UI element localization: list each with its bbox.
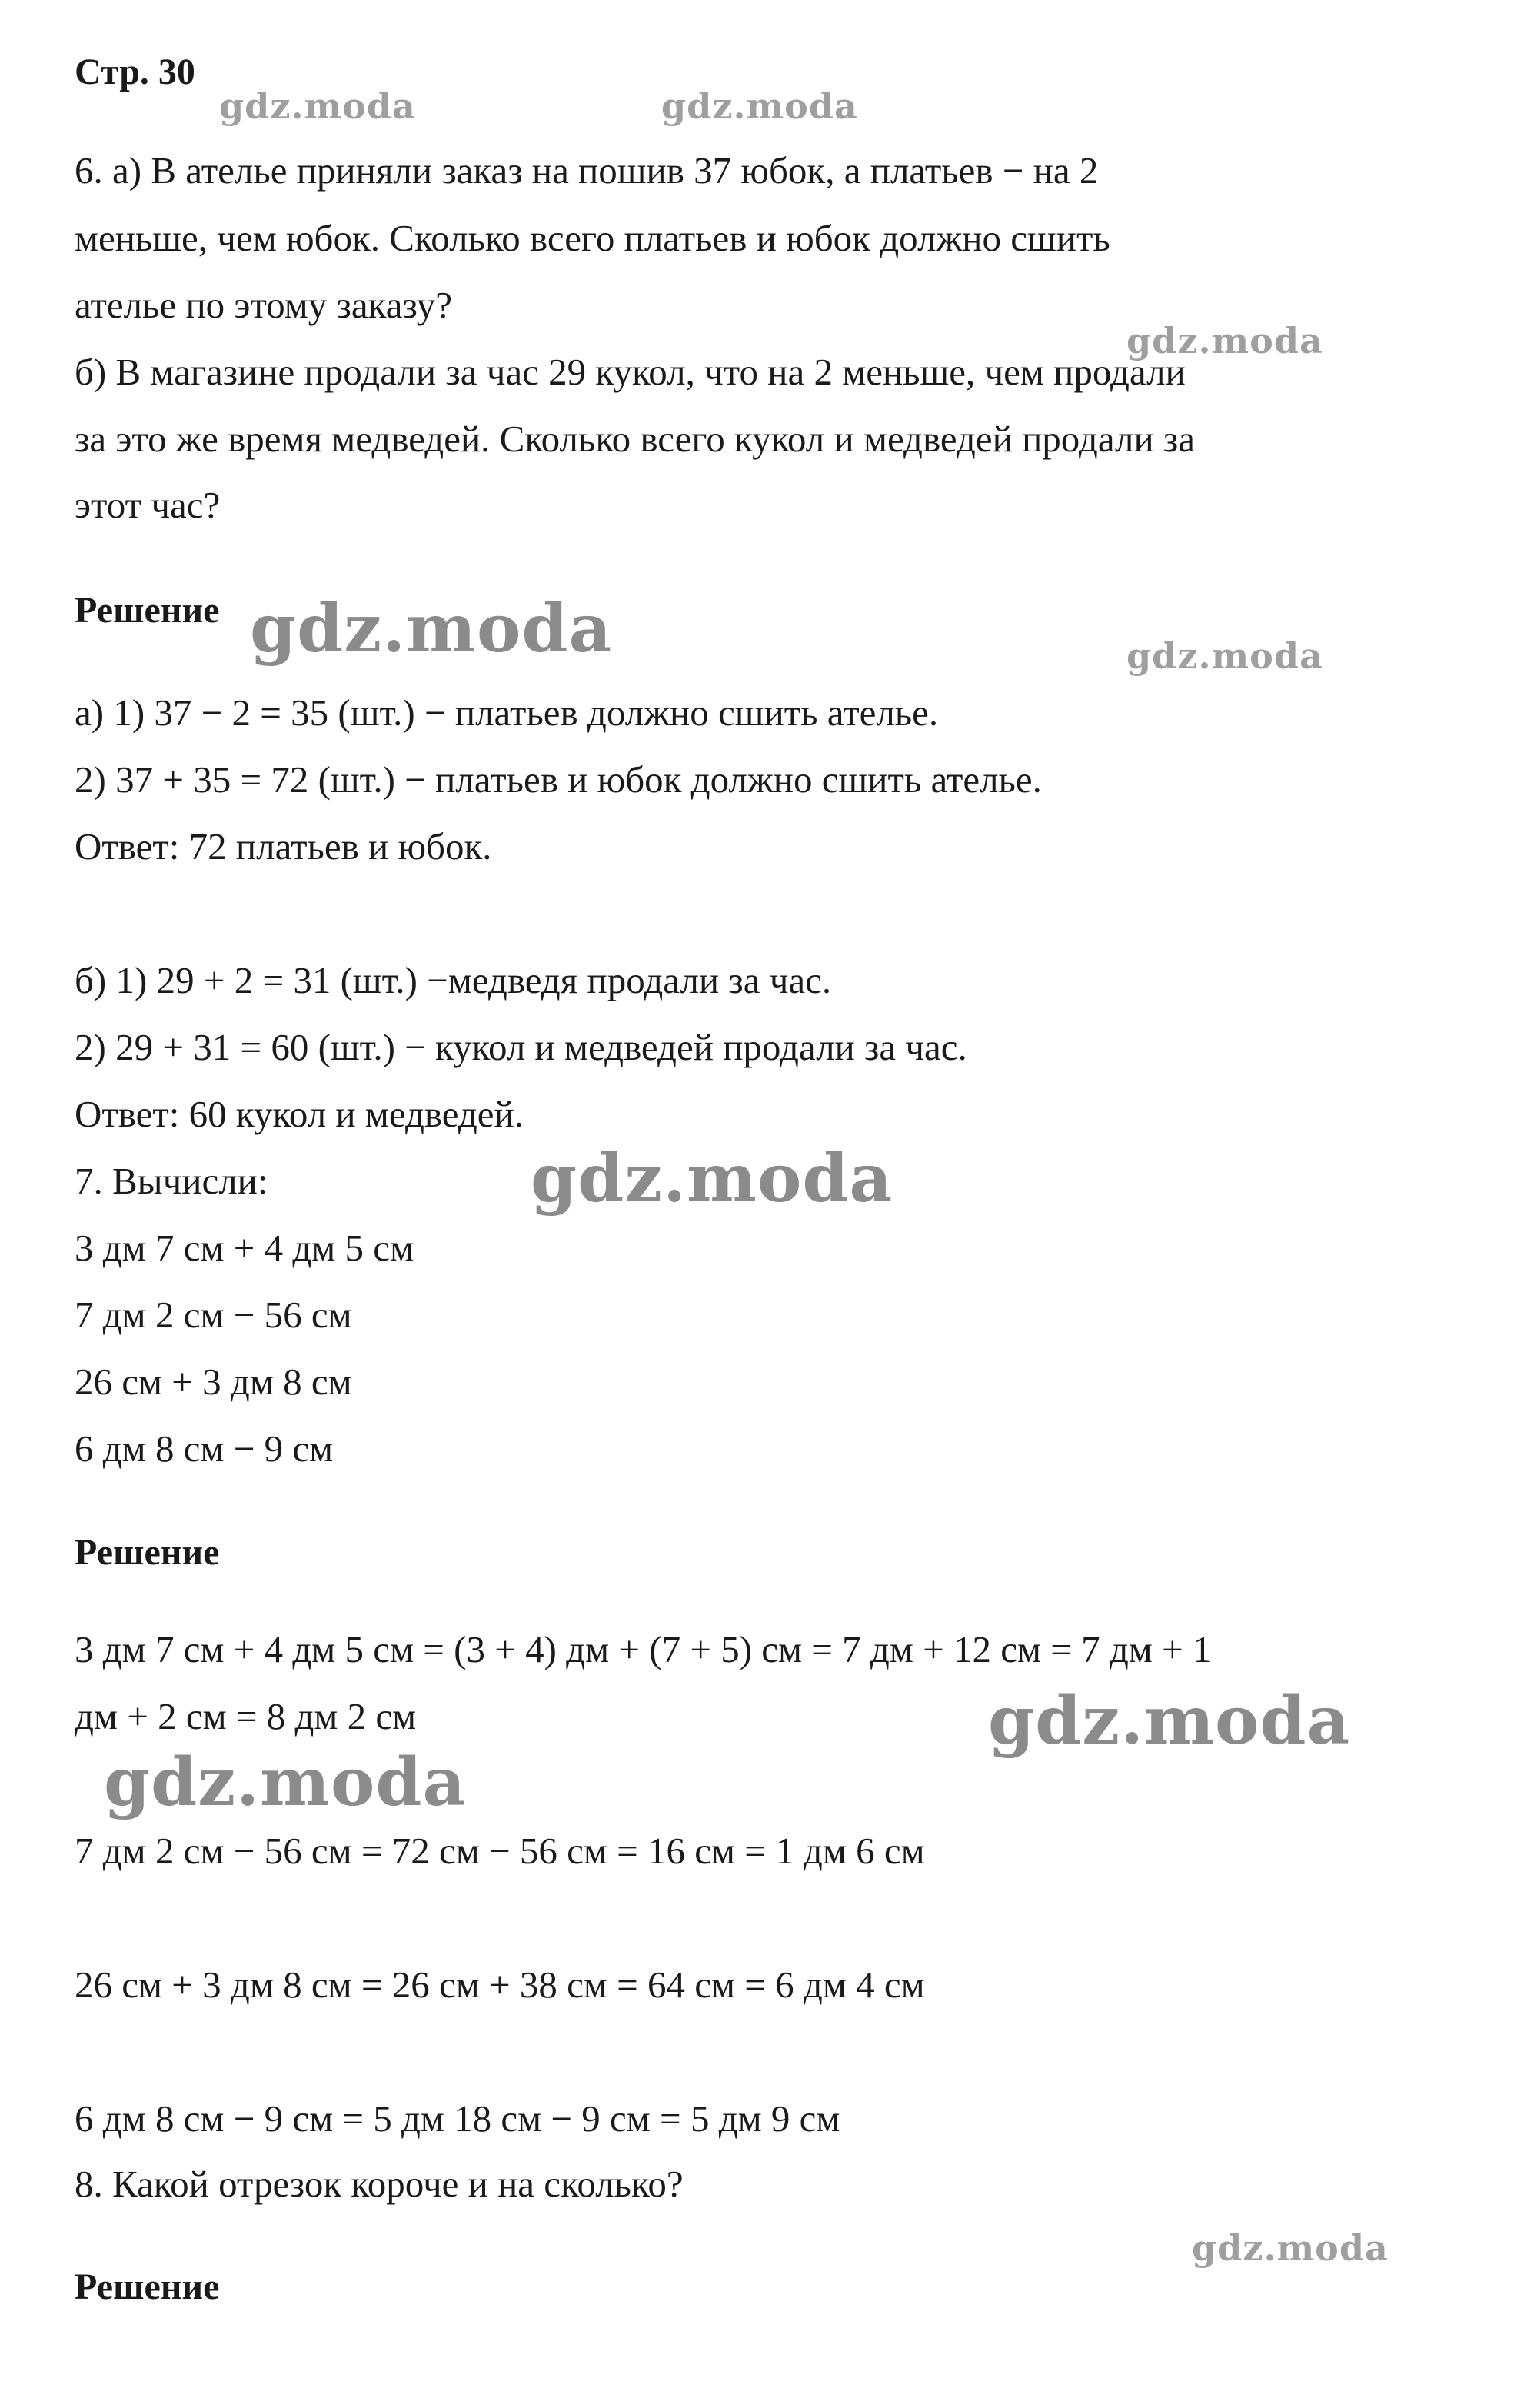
watermark: gdz.moda [104, 1744, 467, 1821]
watermark: gdz.moda [988, 1682, 1351, 1760]
task7-solution-line-4: 26 см + 3 дм 8 см = 26 см + 38 см = 64 см = 6 дм 4 см [75, 1963, 925, 2006]
task7-expression-1: 3 дм 7 см + 4 дм 5 см [75, 1227, 414, 1269]
watermark: gdz.moda [1192, 2227, 1389, 2269]
watermark: gdz.moda [219, 85, 416, 127]
task6-solution-b-line-2: 2) 29 + 31 = 60 (шт.) − кукол и медведей продали за час. [75, 1026, 967, 1068]
task7-solution-line-1: 3 дм 7 см + 4 дм 5 см = (3 + 4) дм + (7 + 5) см = 7 дм + 12 см = 7 дм + 1 [75, 1628, 1212, 1670]
task8-solution-heading: Решение [75, 2266, 220, 2307]
task6-solution-a-line-2: 2) 37 + 35 = 72 (шт.) − платьев и юбок должно сшить ателье. [75, 758, 1042, 801]
task6-solution-b-answer: Ответ: 60 кукол и медведей. [75, 1093, 524, 1135]
task7-solution-line-2: дм + 2 см = 8 дм 2 см [75, 1695, 417, 1737]
task7-expression-4: 6 дм 8 см − 9 см [75, 1427, 334, 1470]
task7-title: 7. Вычисли: [75, 1160, 268, 1202]
watermark: gdz.moda [1126, 635, 1323, 677]
task6-solution-a-line-1: а) 1) 37 − 2 = 35 (шт.) − платьев должно сшить ателье. [75, 691, 939, 734]
task8-title: 8. Какой отрезок короче и на сколько? [75, 2163, 684, 2205]
task6-solution-heading: Решение [75, 590, 220, 631]
task6-line-3: ателье по этому заказу? [75, 284, 453, 326]
task6-line-6: этот час? [75, 484, 221, 526]
task7-solution-line-3: 7 дм 2 см − 56 см = 72 см − 56 см = 16 см = 1 дм 6 см [75, 1830, 925, 1872]
task6-solution-b-line-1: б) 1) 29 + 2 = 31 (шт.) −медведя продали за час. [75, 959, 832, 1001]
task7-solution-heading: Решение [75, 1532, 220, 1573]
task6-solution-a-answer: Ответ: 72 платьев и юбок. [75, 825, 492, 868]
task7-expression-2: 7 дм 2 см − 56 см [75, 1294, 352, 1336]
task7-expression-3: 26 см + 3 дм 8 см [75, 1361, 352, 1403]
watermark: gdz.moda [250, 590, 613, 668]
task6-line-4: б) В магазине продали за час 29 кукол, что на 2 меньше, чем продали [75, 351, 1186, 393]
task6-line-2: меньше, чем юбок. Сколько всего платьев и юбок должно сшить [75, 217, 1110, 259]
task7-solution-line-5: 6 дм 8 см − 9 см = 5 дм 18 см − 9 см = 5 дм 9 см [75, 2097, 840, 2140]
watermark: gdz.moda [531, 1140, 893, 1217]
task6-line-1: 6. а) В ателье приняли заказ на пошив 37 юбок, а платьев − на 2 [75, 149, 1099, 192]
watermark: gdz.moda [661, 85, 858, 127]
watermark: gdz.moda [1126, 320, 1323, 361]
task6-line-5: за это же время медведей. Сколько всего кукол и медведей продали за [75, 418, 1196, 460]
page-header: Стр. 30 [75, 52, 195, 92]
